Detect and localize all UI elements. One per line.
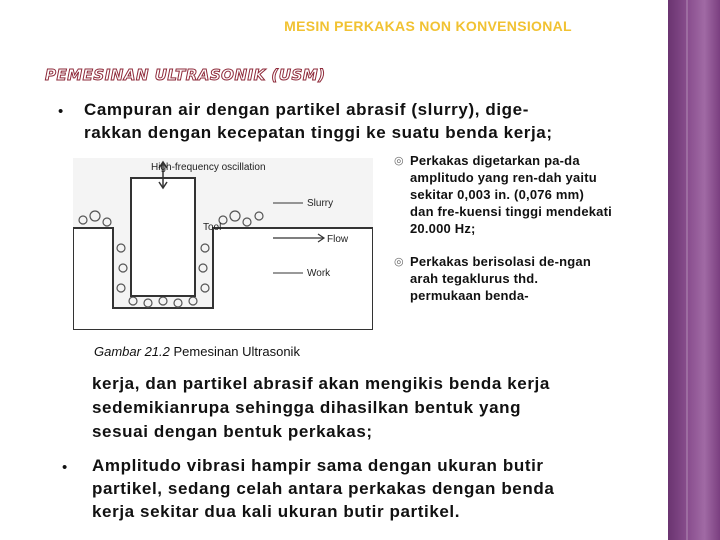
usm-figure: [73, 158, 373, 330]
right-item1-line: dan fre-kuensi tinggi mendekati: [410, 204, 612, 219]
bullet-dot: •: [62, 459, 68, 476]
label-work: Work: [307, 268, 331, 279]
caption-prefix: Gambar 21.2: [94, 344, 170, 359]
label-flow: Flow: [327, 234, 349, 245]
right-item1-line: amplitudo yang ren-dah yaitu: [410, 170, 597, 185]
bullet2-line1: Amplitudo vibrasi hampir sama dengan ukuran butir: [92, 456, 544, 475]
continuation-line1: kerja, dan partikel abrasif akan mengikis benda kerja: [92, 374, 550, 393]
bullet1-line1: Campuran air dengan partikel abrasif (slurry), dige-: [84, 100, 529, 119]
right-item2: [410, 253, 670, 304]
continuation-line3: sesuai dengan bentuk perkakas;: [92, 422, 373, 441]
right-item2-line: arah tegaklurus thd.: [410, 271, 539, 286]
caption-text: Pemesinan Ultrasonik: [173, 344, 300, 359]
sidebar-stripe: [686, 0, 688, 540]
label-tool: Tool: [203, 222, 222, 233]
label-slurry: Slurry: [307, 198, 334, 209]
bullet2-line2: partikel, sedang celah antara perkakas dengan benda: [92, 479, 555, 498]
right-item2-line: permukaan benda-: [410, 288, 529, 303]
bullet1-line2: rakkan dengan kecepatan tinggi ke suatu benda kerja;: [84, 123, 553, 142]
slide-header: MESIN PERKAKAS NON KONVENSIONAL: [284, 18, 572, 34]
right-bullet-1: ◎: [394, 155, 404, 167]
tool-shape: [131, 178, 195, 296]
usm-diagram: [73, 158, 373, 330]
right-item1-line: Perkakas digetarkan pa-da: [410, 153, 580, 168]
continuation-line2: sedemikianrupa sehingga dihasilkan bentuk yang: [92, 398, 522, 417]
right-item2-line: Perkakas berisolasi de-ngan: [410, 254, 591, 269]
bullet2-line3: kerja sekitar dua kali ukuran butir partikel.: [92, 502, 461, 521]
slide-subtitle: PEMESINAN ULTRASONIK (USM): [45, 66, 326, 84]
right-bullet-2: ◎: [394, 256, 404, 268]
bullet-dot: •: [58, 103, 64, 120]
right-item1-line: 20.000 Hz;: [410, 221, 476, 236]
right-item1: [410, 152, 670, 237]
right-item1-line: sekitar 0,003 in. (0,076 mm): [410, 187, 584, 202]
figure-caption: [94, 344, 300, 359]
decorative-sidebar: [668, 0, 720, 540]
label-top: High-frequency oscillation: [151, 162, 266, 173]
